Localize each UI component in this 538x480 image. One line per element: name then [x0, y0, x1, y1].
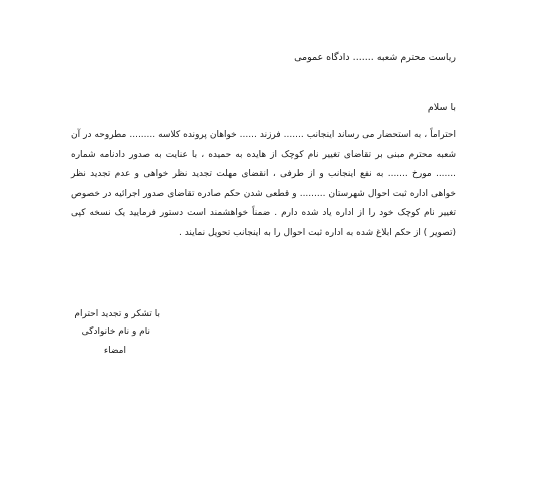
letter-closing: با تشکر و تجدید احترام — [74, 309, 160, 319]
name-line: نام و نام خانوادگی — [81, 327, 150, 337]
signature-line: امضاء — [103, 346, 126, 356]
letter-heading: ریاست محترم شعبه ....... دادگاه عمومی — [294, 52, 456, 63]
letter-body: احتراماً ، به استحضار می رساند اینجانب ....... فرزند ...... خواهان پرونده کلاسه ......... مطروحه در آن شعبه محترم مبنی بر تقاضای تغییر نام کوچک از هایده به حمیده ، با عنایت به صدور دادنامه شماره ....... مورخ ....... به نفع اینجانب و از طرفی ، انقضای مهلت تجدید نظر خواهی و عدم تجدید نظر خواهی اداره ثبت احوال شهرستان ......... و قطعی شدن حکم صادره تقاضای صدور اجرائیه در خصوص تغییر نام کوچک خود را از اداره یاد شده دارم . ضمناً خواهشمند است دستور فرمایید یک نسخه کپی (تصویر ) از حکم ابلاغ شده به اداره ثبت احوال را به اینجانب تحویل نمایند . — [71, 130, 456, 238]
letter-greeting: با سلام — [427, 102, 456, 113]
